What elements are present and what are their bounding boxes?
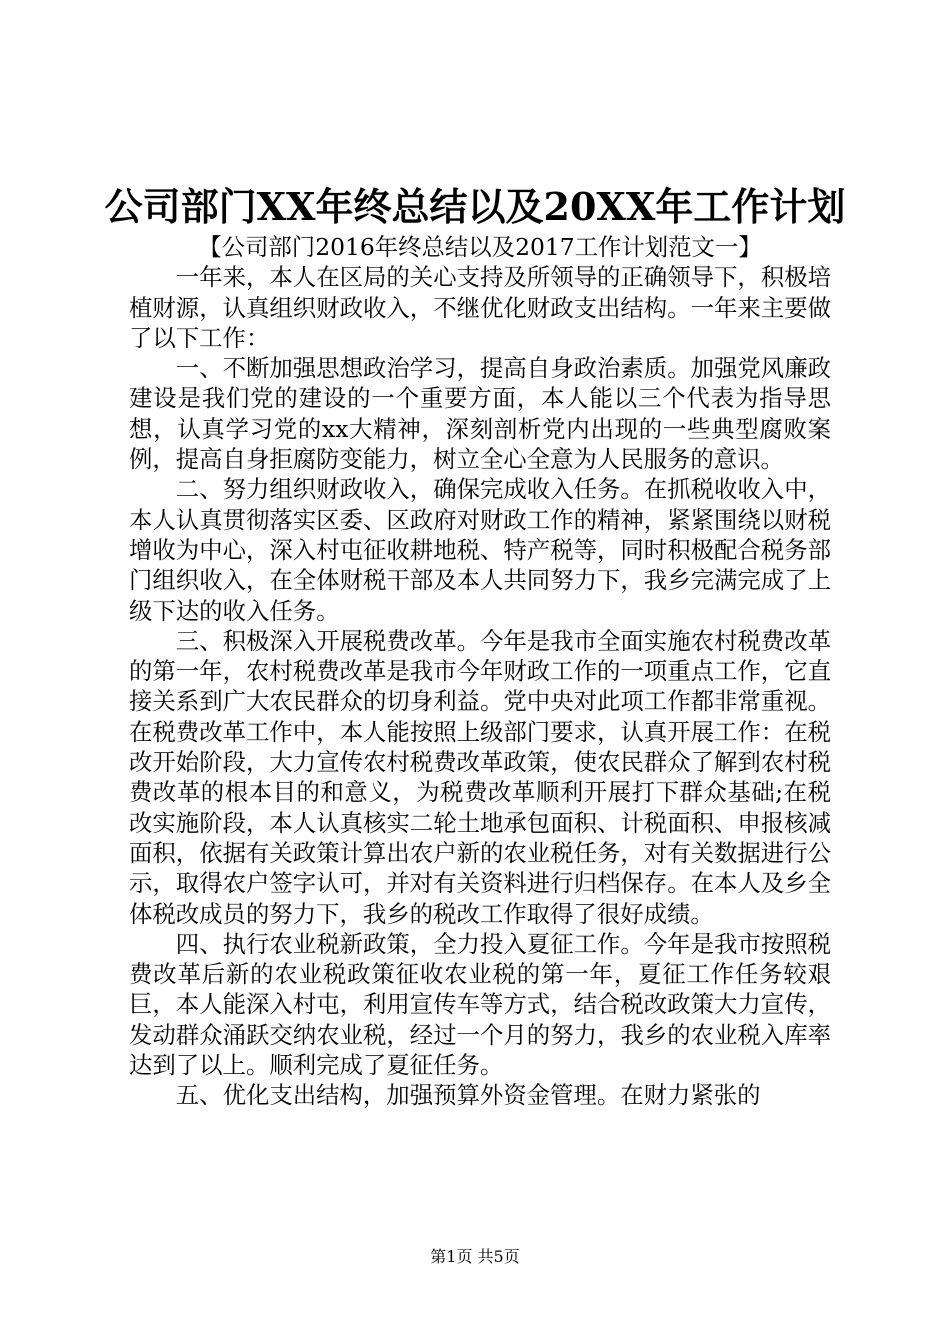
page-number-footer: 第1页 共5页 [430, 1247, 520, 1266]
paragraph-4: 四、执行农业税新政策，全力投入夏征工作。今年是我市按照税费改革后新的农业税政策征收农业税的第一年，夏征工作任务较艰巨，本人能深入村屯，利用宣传车等方式，结合税改政策大力宣传，发动群众涌跃交纳农业税，经过一个月的努力，我乡的农业税入库率达到了以上。顺利完成了夏征任务。 [129, 929, 831, 1080]
paragraph-2: 二、努力组织财政收入，确保完成收入任务。在抓税收收入中，本人认真贯彻落实区委、区政府对财政工作的精神，紧紧围绕以财税增收为中心，深入村屯征收耕地税、特产税等，同时积极配合税务部门组织收入，在全体财税干部及本人共同努力下，我乡完满完成了上级下达的收入任务。 [129, 475, 831, 625]
document-title: 公司部门XX年终总结以及20XX年工作计划 [104, 184, 846, 229]
paragraph-intro: 一年来，本人在区局的关心支持及所领导的正确领导下，积极培植财源，认真组织财政收入，不继优化财政支出结构。一年来主要做了以下工作： [129, 263, 831, 352]
paragraph-5: 五、优化支出结构，加强预算外资金管理。在财力紧张的 [175, 1081, 761, 1110]
document-subtitle: 【公司部门2016年终总结以及2017工作计划范文一】 [198, 233, 762, 261]
paragraph-1: 一、不断加强思想政治学习，提高自身政治素质。加强党风廉政建设是我们党的建设的一个重要方面，本人能以三个代表为指导思想，认真学习党的xx大精神，深刻剖析党内出现的一些典型腐败案例，提高自身拒腐防变能力，树立全心全意为人民服务的意识。 [129, 354, 831, 474]
document-body [129, 232, 831, 1111]
paragraph-3: 三、积极深入开展税费改革。今年是我市全面实施农村税费改革的第一年，农村税费改革是我市今年财政工作的一项重点工作，它直接关系到广大农民群众的切身利益。党中央对此项工作都非常重视。在税费改革工作中，本人能按照上级部门要求，认真开展工作：在税改开始阶段，大力宣传农村税费改革政策，使农民群众了解到农村税费改革的根本目的和意义，为税费改革顺利开展打下群众基础;在税改实施阶段，本人认真核实二轮土地承包面积、计税面积、申报核减面积，依据有关政策计算出农户新的农业税任务，对有关数据进行公示，取得农户签字认可，并对有关资料进行归档保存。在本人及乡全体税改成员的努力下，我乡的税改工作取得了很好成绩。 [129, 626, 831, 928]
